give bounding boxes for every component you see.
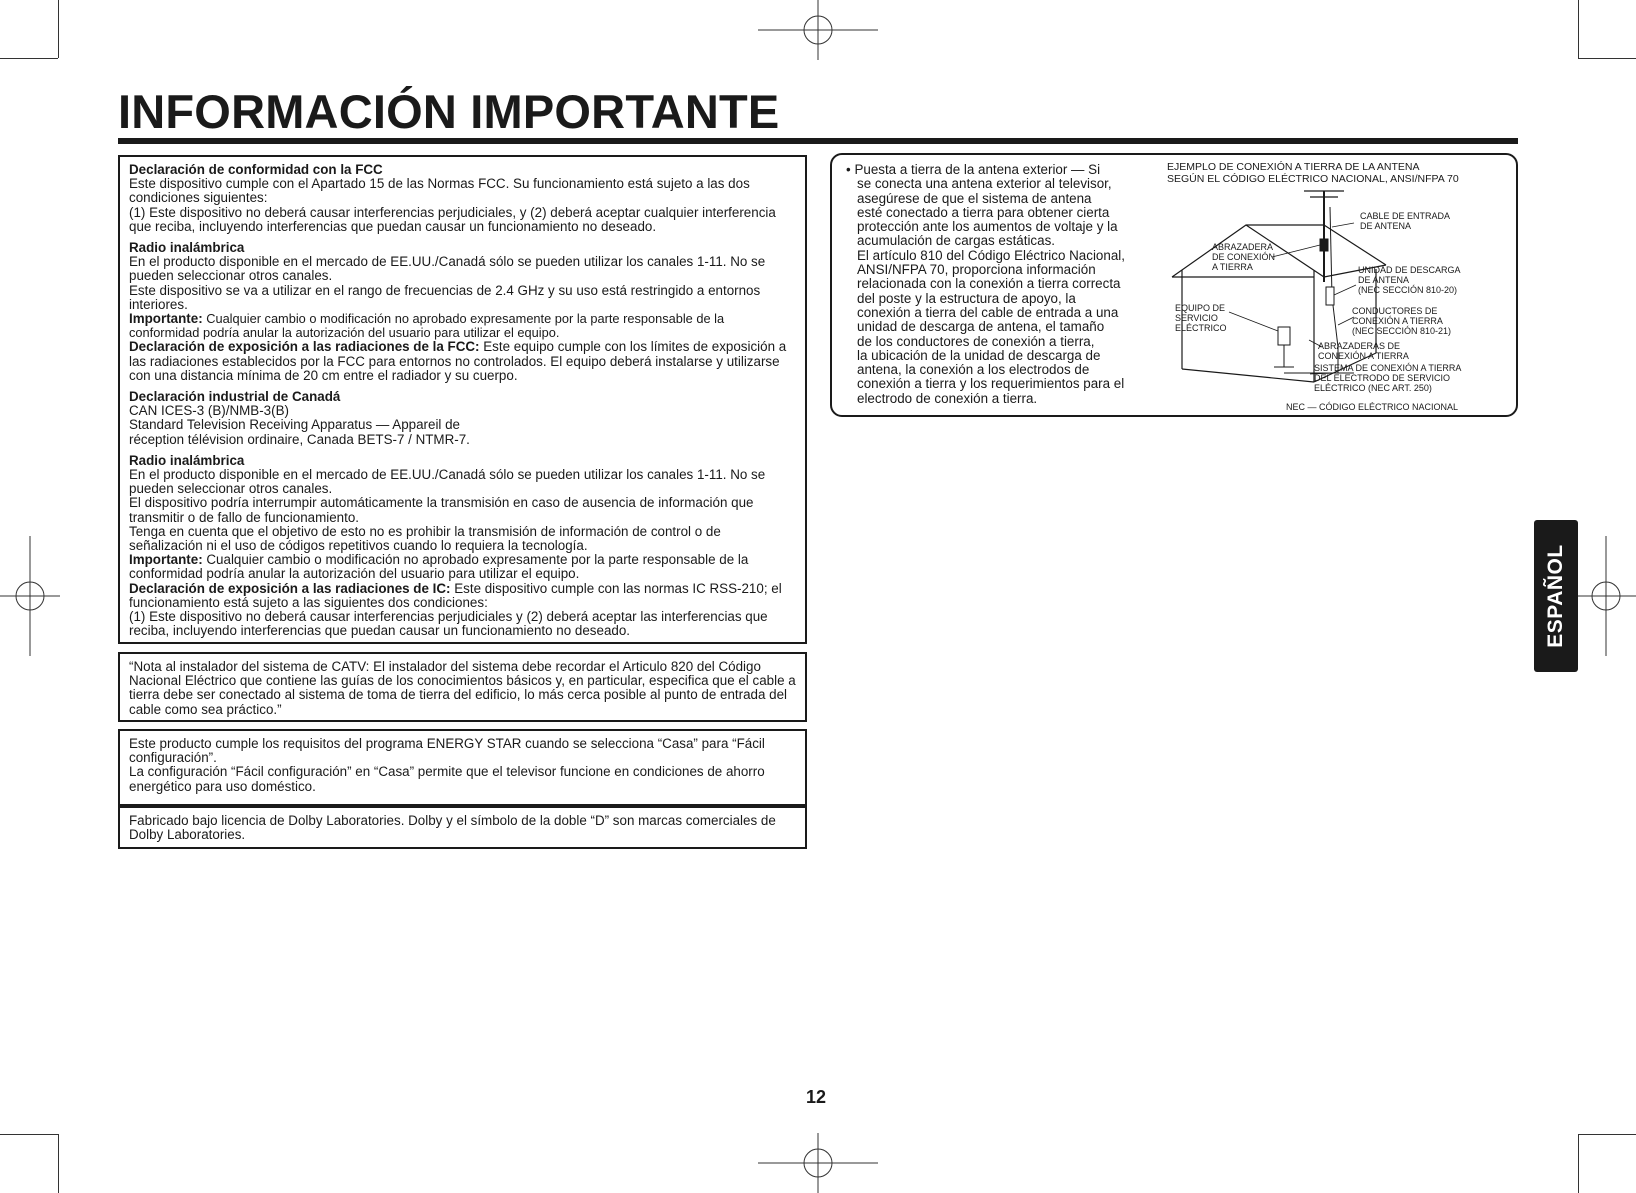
label-equip-1: EQUIPO DE: [1175, 303, 1226, 313]
crop-mark: [1578, 1134, 1636, 1135]
antenna-line: Puesta a tierra de la antena exterior — Si: [854, 162, 1101, 177]
label-cable-1: CABLE DE ENTRADA: [1360, 211, 1451, 221]
energy-star-box: [118, 729, 807, 806]
label-conductors-1: CONDUCTORES DE: [1352, 306, 1438, 316]
crop-mark: [0, 58, 58, 59]
radio-heading: Radio inalámbrica: [129, 240, 245, 256]
page-number: 12: [806, 1087, 827, 1107]
antenna-line: unidad de descarga de antena, el tamaño: [857, 319, 1105, 335]
energy-star-text-2: La configuración “Fácil configuración” en “Casa” permite que el televisor funcione en condiciones de ahorro energético para uso doméstico.: [129, 764, 765, 794]
dolby-box: [118, 806, 807, 849]
radio-note: Tenga en cuenta que el objetivo de esto no es prohibir la transmisión de información de control o de señalización ni el uso de códigos repetitivos cuando lo requiera la tecnología.: [129, 523, 721, 554]
canada-apparatus: Standard Television Receiving Apparatus — Appareil de: [129, 417, 461, 433]
fcc-conditions: (1) Este dispositivo no deberá causar interferencias perjudiciales, y (2) deberá aceptar cualquier interferencia que reciba, incluyendo interferencias que puedan causar un funcionamiento no deseado.: [129, 204, 776, 234]
crop-mark: [1578, 58, 1636, 59]
antenna-line: asegúrese de que el sistema de antena: [857, 190, 1092, 206]
diagram-title-2: SEGÚN EL CÓDIGO ELÉCTRICO NACIONAL, ANSI/NFPA 70: [1167, 173, 1459, 185]
label-unit-3: (NEC SECCIÓN 810-20): [1358, 285, 1458, 295]
crop-mark: [58, 0, 59, 58]
electrical-service-box: [1274, 327, 1294, 367]
label-clamp-3: A TIERRA: [1212, 262, 1253, 272]
language-tab: [1534, 520, 1578, 672]
crop-mark: [58, 1134, 59, 1193]
radio-heading-2: Radio inalámbrica: [129, 452, 245, 468]
fcc-exposure-text: Este equipo cumple con los límites de exposición a las radiaciones establecidos por la FCC para entornos no controlados. El equipo deberá instalarse y utilizarse con una distancia mínima de 20 cm entre el radiador y su cuerpo.: [129, 339, 787, 383]
antenna-line: esté conectado a tierra para obtener cierta: [857, 204, 1110, 220]
antenna-line: relacionada con la conexión a tierra correcta: [857, 276, 1121, 292]
antenna-grounding-diagram: [1154, 157, 1516, 415]
catv-note-text: “Nota al instalador del sistema de CATV: El instalador del sistema debe recordar el Articulo 820 del Código Nacional Eléctrico que contiene las guías de los conocimientos básicos y, en particular, especifica que el cable a tierra debe ser conectado al sistema de toma de tierra del edificio, lo más cerca posible al punto de entrada del cable como sea práctico.”: [129, 659, 796, 717]
antenna-line: conexión a tierra del cable de entrada a una: [857, 304, 1119, 320]
antenna-line: protección ante los aumentos de voltaje y la: [857, 219, 1118, 235]
antenna-grounding-box: [830, 153, 1518, 417]
crop-mark: [0, 1134, 58, 1135]
energy-star-text-1: Este producto cumple los requisitos del programa ENERGY STAR cuando se selecciona “Casa” para “Fácil configuración”.: [129, 736, 765, 766]
label-equip-3: ELÉCTRICO: [1175, 323, 1227, 333]
label-nec: NEC — CÓDIGO ELÉCTRICO NACIONAL: [1286, 402, 1459, 412]
radio-interrupt: El dispositivo podría interrumpir automáticamente la transmisión en caso de ausencia de información que transmitir o de fallo de funcionamiento.: [129, 495, 754, 525]
antenna-line: El artículo 810 del Código Eléctrico Nacional,: [857, 247, 1125, 263]
antenna-line: se conecta una antena exterior al televisor,: [857, 176, 1112, 192]
label-equip-2: SERVICIO: [1175, 313, 1218, 323]
label-unit-2: DE ANTENA: [1358, 275, 1410, 285]
registration-mark-bottom: [758, 1133, 878, 1193]
canada-heading: Declaración industrial de Canadá: [129, 389, 341, 405]
antenna-line: del poste y la estructura de apoyo, la: [857, 290, 1076, 306]
bullet: •: [846, 162, 851, 177]
crop-mark: [1578, 1134, 1579, 1193]
ic-exposure-label: Declaración de exposición a las radiaciones de IC:: [129, 580, 451, 596]
catv-note-box: [118, 652, 807, 722]
ic-conditions: (1) Este dispositivo no deberá causar interferencias perjudiciales y (2) deberá aceptar las interferencias que reciba, incluyendo interferencias que puedan causar un funcionamiento no deseado.: [129, 609, 768, 639]
label-conductors-2: CONEXIÓN A TIERRA: [1352, 316, 1443, 326]
important-text: Cualquier cambio o modificación no aprobado expresamente por la parte responsable de la conformidad podría anular la autorización del usuario para utilizar el equipo.: [129, 311, 725, 341]
label-system-2: DEL ELECTRODO DE SERVICIO: [1314, 373, 1451, 383]
label-clamp-2: DE CONEXIÓN: [1212, 252, 1276, 262]
radio-channels: En el producto disponible en el mercado de EE.UU./Canadá sólo se pueden utilizar los canales 1-11. No se pueden seleccionar otros canales.: [129, 254, 766, 284]
dolby-text: Fabricado bajo licencia de Dolby Laboratories. Dolby y el símbolo de la doble “D” son marcas comerciales de Dolby Laboratories.: [129, 813, 776, 843]
antenna-line: acumulación de cargas estáticas.: [857, 233, 1055, 249]
label-clamps-2: CONEXIÓN A TIERRA: [1318, 351, 1409, 361]
crop-mark: [1578, 0, 1579, 58]
radio-frequency: Este dispositivo se va a utilizar en el rango de frecuencias de 2.4 GHz y su uso está restringido a entornos interiores.: [129, 282, 761, 312]
registration-mark-top: [758, 0, 878, 60]
registration-mark-left: [0, 536, 60, 656]
title-rule: [118, 138, 1518, 144]
page-title: INFORMACIÓN IMPORTANTE: [118, 85, 780, 138]
label-system-1: SISTEMA DE CONEXIÓN A TIERRA: [1314, 363, 1462, 373]
label-system-3: ELÉCTRICO (NEC ART. 250): [1314, 383, 1432, 393]
fcc-text: Este dispositivo cumple con el Apartado 15 de las Normas FCC. Su funcionamiento está sujeto a las dos condiciones siguientes:: [129, 176, 750, 206]
antenna-line: la ubicación de la unidad de descarga de: [857, 347, 1101, 363]
canada-ices: CAN ICES-3 (B)/NMB-3(B): [129, 403, 289, 419]
antenna-grounding-text: [846, 163, 1146, 406]
registration-mark-right: [1576, 536, 1636, 656]
important-text-2: Cualquier cambio o modificación no aprobado expresamente por la parte responsable de la conformidad podría anular la autorización del usuario para utilizar el equipo.: [129, 552, 749, 582]
language-tab-label: ESPAÑOL: [1544, 544, 1567, 648]
antenna-line: conexión a tierra y los requerimientos para el: [857, 376, 1125, 392]
important-label: Importante:: [129, 311, 203, 327]
fcc-exposure-label: Declaración de exposición a las radiaciones de la FCC:: [129, 339, 480, 355]
ic-exposure-text: Este dispositivo cumple con las normas IC RSS-210; el funcionamiento está sujeto a las siguientes dos condiciones:: [129, 580, 782, 610]
label-clamp-1: ABRAZADERA: [1212, 242, 1274, 252]
label-unit-1: UNIDAD DE DESCARGA: [1358, 265, 1461, 275]
antenna-line: antena, la conexión a los electrodos de: [857, 362, 1090, 378]
canada-bets: réception télévision ordinaire, Canada BETS-7 / NTMR-7.: [129, 431, 470, 447]
antenna-line: de los conductores de conexión a tierra,: [857, 333, 1095, 349]
label-conductors-3: (NEC SECCIÓN 810-21): [1352, 326, 1452, 336]
antenna-line: ANSI/NFPA 70, proporciona información: [857, 262, 1096, 278]
fcc-declaration-box: [118, 155, 807, 644]
antenna-line: electrodo de conexión a tierra.: [857, 390, 1038, 406]
radio-channels-2: En el producto disponible en el mercado de EE.UU./Canadá sólo se pueden utilizar los canales 1-11. No se pueden seleccionar otros canales.: [129, 467, 766, 497]
fcc-heading: Declaración de conformidad con la FCC: [129, 162, 383, 177]
diagram-title-1: EJEMPLO DE CONEXIÓN A TIERRA DE LA ANTENA: [1167, 161, 1420, 173]
label-clamps-1: ABRAZADERAS DE: [1318, 341, 1401, 351]
important-label-2: Importante:: [129, 552, 203, 568]
label-cable-2: DE ANTENA: [1360, 221, 1412, 231]
antenna-mast: [1304, 191, 1344, 347]
